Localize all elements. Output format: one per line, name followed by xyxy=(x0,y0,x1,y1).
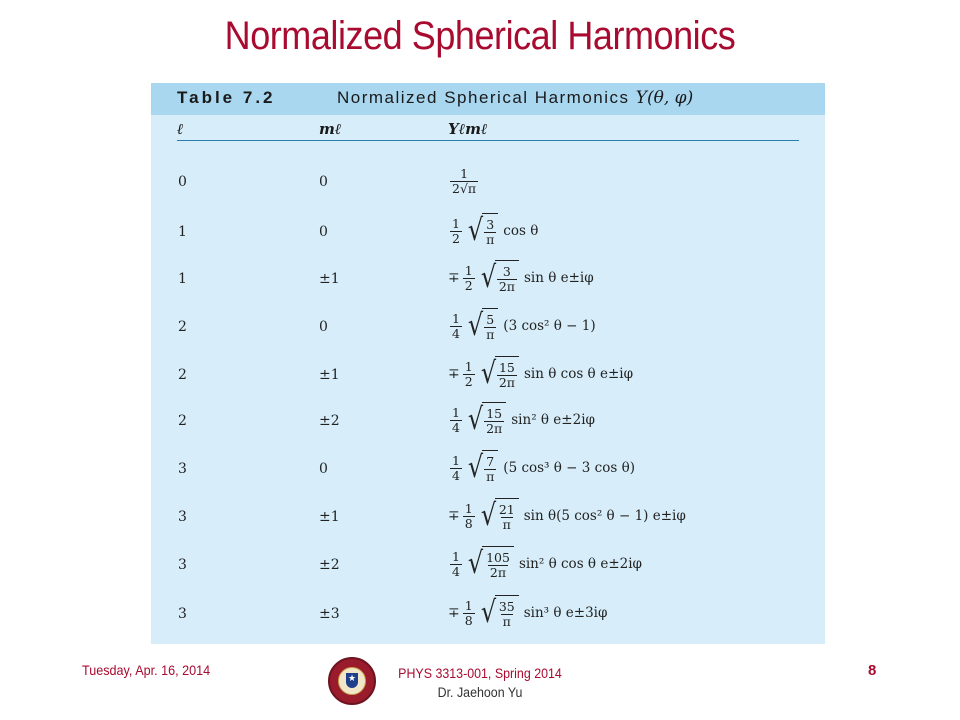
fraction-denominator: 4 xyxy=(452,325,460,341)
fraction-numerator: 1 xyxy=(464,263,473,279)
radical-sign: √ xyxy=(480,356,496,391)
fraction-numerator: 1 xyxy=(452,453,460,469)
fraction-denominator: 4 xyxy=(452,563,460,579)
table-label: Table 7.2 xyxy=(177,88,276,107)
cell-ml: ±1 xyxy=(319,367,340,383)
formula-fraction xyxy=(450,217,462,244)
radical-denominator: π xyxy=(502,613,511,629)
formula-tail: cos θ xyxy=(503,223,539,239)
cell-ml: 0 xyxy=(319,461,328,477)
fraction-numerator: 1 xyxy=(452,549,460,565)
formula-fraction xyxy=(463,360,475,387)
formula-radical xyxy=(479,260,519,296)
radical-fraction xyxy=(484,455,496,482)
formula-ylm xyxy=(448,496,689,536)
radical-denominator: π xyxy=(486,231,495,247)
radical-fraction xyxy=(497,265,517,292)
table-caption-bar xyxy=(151,83,825,115)
radical-body xyxy=(495,595,519,631)
fraction-denominator: 4 xyxy=(452,419,460,435)
cell-l: 3 xyxy=(178,606,187,622)
cell-ml: ±3 xyxy=(319,606,340,622)
radical-fraction xyxy=(484,551,512,578)
formula-fraction xyxy=(450,167,478,194)
cell-ml: ±2 xyxy=(319,413,340,429)
cell-ml: ±1 xyxy=(319,509,340,525)
radical-body xyxy=(482,308,498,344)
footer-instructor: Dr. Jaehoon Yu xyxy=(437,685,523,700)
cell-l: 1 xyxy=(178,271,187,287)
radical-fraction xyxy=(497,503,517,530)
fraction-denominator: 2√π xyxy=(452,180,477,196)
formula-radical xyxy=(479,498,519,534)
formula-radical xyxy=(466,213,498,249)
fraction-denominator: 8 xyxy=(464,515,473,531)
formula-sign: ∓ xyxy=(448,508,460,524)
formula-ylm xyxy=(448,544,645,584)
radical-body xyxy=(482,450,498,486)
radical-sign: √ xyxy=(480,595,496,630)
radical-sign: √ xyxy=(467,308,484,343)
formula-sign: ∓ xyxy=(448,270,460,286)
formula-sign: ∓ xyxy=(448,605,460,621)
formula-radical xyxy=(479,356,519,392)
radical-denominator: π xyxy=(502,516,511,532)
formula-radical xyxy=(466,402,506,438)
cell-ml: ±1 xyxy=(319,271,340,287)
cell-ml: ±2 xyxy=(319,557,340,573)
formula-fraction xyxy=(450,312,462,339)
cell-l: 3 xyxy=(178,509,187,525)
formula-fraction xyxy=(463,599,475,626)
slide-title: Normalized Spherical Harmonics xyxy=(224,14,736,58)
radical-fraction xyxy=(497,361,517,388)
radical-numerator: 21 xyxy=(498,502,515,518)
radical-numerator: 15 xyxy=(486,406,503,422)
fraction-denominator: 2 xyxy=(452,230,460,246)
formula-ylm xyxy=(448,448,638,488)
radical-numerator: 3 xyxy=(486,217,495,233)
radical-sign: √ xyxy=(467,402,484,437)
formula-tail: sin² θ e±2iφ xyxy=(511,412,595,428)
footer-course-block xyxy=(388,664,572,702)
radical-numerator: 15 xyxy=(498,360,515,376)
radical-denominator: 2π xyxy=(498,374,515,390)
radical-sign: √ xyxy=(467,213,484,248)
formula-tail: sin θ cos θ e±iφ xyxy=(523,366,634,382)
formula-fraction xyxy=(463,502,475,529)
formula-radical xyxy=(466,546,514,582)
radical-sign: √ xyxy=(467,546,484,581)
formula-ylm xyxy=(448,161,480,201)
formula-fraction xyxy=(450,550,462,577)
radical-body xyxy=(495,498,519,534)
column-header-ml: mℓ xyxy=(319,120,342,138)
formula-fraction xyxy=(450,406,462,433)
fraction-numerator: 1 xyxy=(464,598,473,614)
cell-l: 2 xyxy=(178,319,187,335)
formula-ylm xyxy=(448,354,636,394)
fraction-numerator: 1 xyxy=(464,501,473,517)
formula-ylm xyxy=(448,306,599,346)
radical-body xyxy=(482,546,514,582)
spherical-harmonics-table xyxy=(151,83,825,644)
cell-ml: 0 xyxy=(319,319,328,335)
radical-fraction xyxy=(484,407,504,434)
formula-tail: sin θ e±iφ xyxy=(523,270,594,286)
fraction-numerator: 1 xyxy=(452,311,460,327)
footer-date: Tuesday, Apr. 16, 2014 xyxy=(82,662,211,678)
radical-sign: √ xyxy=(480,260,496,295)
radical-denominator: 2π xyxy=(489,564,507,580)
header-rule xyxy=(177,140,799,141)
radical-denominator: π xyxy=(486,468,495,484)
cell-l: 3 xyxy=(178,557,187,573)
radical-numerator: 7 xyxy=(486,454,495,470)
radical-numerator: 35 xyxy=(498,599,515,615)
radical-denominator: π xyxy=(486,326,495,342)
formula-tail: sin θ(5 cos² θ − 1) e±iφ xyxy=(523,508,686,524)
cell-l: 1 xyxy=(178,224,187,240)
radical-numerator: 105 xyxy=(486,550,510,566)
radical-numerator: 3 xyxy=(502,264,511,280)
radical-numerator: 5 xyxy=(486,312,495,328)
formula-sign: ∓ xyxy=(448,366,460,382)
cell-l: 2 xyxy=(178,367,187,383)
fraction-denominator: 4 xyxy=(452,467,460,483)
radical-denominator: 2π xyxy=(486,420,503,436)
page-number: 8 xyxy=(868,662,877,679)
cell-l: 3 xyxy=(178,461,187,477)
formula-fraction xyxy=(463,264,475,291)
column-header-l: ℓ xyxy=(177,120,184,138)
table-title-symbol: Y(θ, φ) xyxy=(635,88,694,108)
formula-fraction xyxy=(450,454,462,481)
radical-fraction xyxy=(484,218,496,245)
formula-ylm xyxy=(448,258,597,298)
fraction-numerator: 1 xyxy=(452,216,460,232)
radical-body xyxy=(482,402,506,438)
radical-fraction xyxy=(484,313,496,340)
footer-course: PHYS 3313-001, Spring 2014 xyxy=(398,666,562,681)
fraction-numerator: 1 xyxy=(452,405,460,421)
radical-body xyxy=(482,213,498,249)
formula-radical xyxy=(466,308,498,344)
formula-ylm xyxy=(448,593,610,633)
fraction-denominator: 2 xyxy=(464,373,473,389)
fraction-denominator: 2 xyxy=(464,277,473,293)
cell-l: 0 xyxy=(178,174,187,190)
formula-ylm xyxy=(448,400,598,440)
radical-sign: √ xyxy=(480,498,496,533)
table-title: Normalized Spherical Harmonics Y(θ, φ) xyxy=(337,88,694,108)
formula-tail: (5 cos³ θ − 3 cos θ) xyxy=(503,460,635,476)
fraction-numerator: 1 xyxy=(464,359,473,375)
radical-body xyxy=(495,356,519,392)
radical-denominator: 2π xyxy=(498,278,515,294)
cell-ml: 0 xyxy=(319,174,328,190)
formula-tail: (3 cos² θ − 1) xyxy=(503,318,596,334)
fraction-denominator: 8 xyxy=(464,612,473,628)
radical-sign: √ xyxy=(467,450,484,485)
university-seal-icon: ★ xyxy=(328,657,376,705)
radical-body xyxy=(495,260,519,296)
column-header-ylm: Yℓmℓ xyxy=(448,120,488,138)
formula-ylm xyxy=(448,211,541,251)
radical-fraction xyxy=(497,600,517,627)
formula-tail: sin³ θ e±3iφ xyxy=(523,605,608,621)
fraction-numerator: 1 xyxy=(460,166,469,182)
formula-tail: sin² θ cos θ e±2iφ xyxy=(518,556,642,572)
formula-radical xyxy=(466,450,498,486)
formula-radical xyxy=(479,595,519,631)
cell-ml: 0 xyxy=(319,224,328,240)
cell-l: 2 xyxy=(178,413,187,429)
